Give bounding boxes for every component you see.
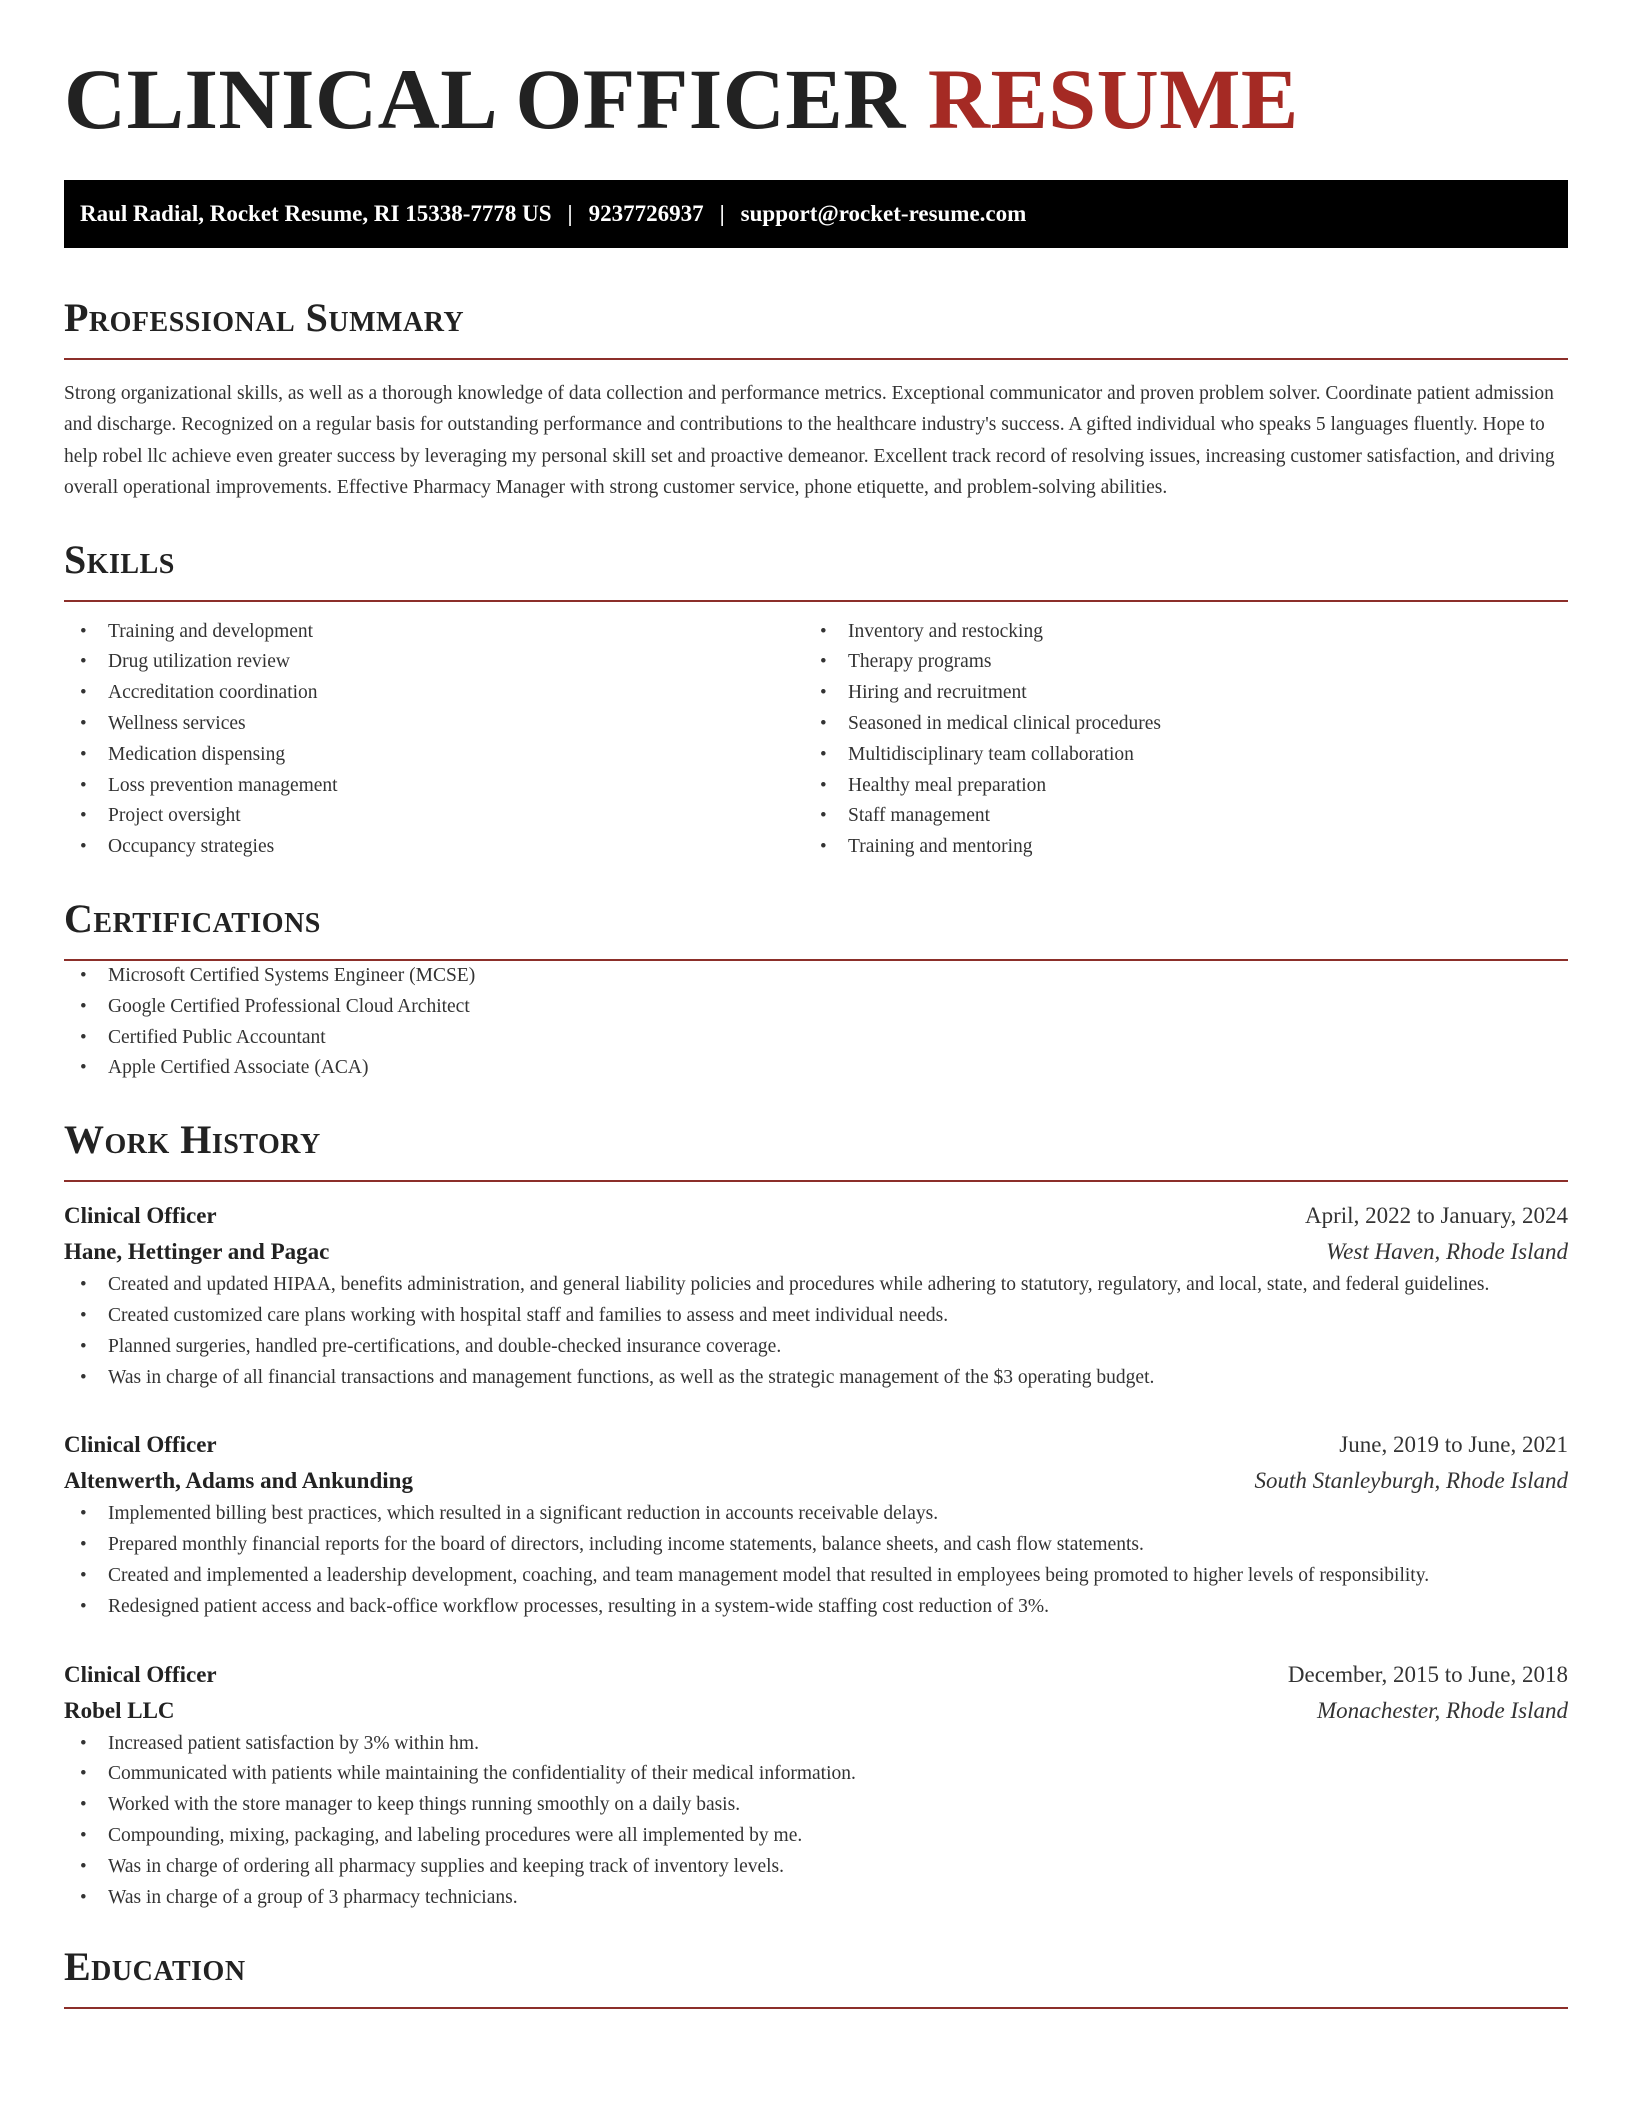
skill-item: • Occupancy strategies [64, 832, 804, 863]
skill-item: • Seasoned in medical clinical procedures [804, 709, 1544, 740]
job-bullet: • Prepared monthly financial reports for the board of directors, including income statements, balance sheets, and cash flow statements. [64, 1530, 1568, 1561]
work-history-heading: Work History [64, 1117, 321, 1163]
job-dates: June, 2019 to June, 2021 [1339, 1432, 1568, 1458]
skill-item: • Healthy meal preparation [804, 771, 1544, 802]
job-bullet: • Worked with the store manager to keep things running smoothly on a daily basis. [64, 1790, 1568, 1821]
resume-title [64, 0, 1568, 147]
skill-item: • Project oversight [64, 801, 804, 832]
skill-item: • Staff management [804, 801, 1544, 832]
job-bullet: • Communicated with patients while maintaining the confidentiality of their medical information. [64, 1759, 1568, 1790]
certification-item: • Certified Public Accountant [64, 1023, 1568, 1054]
job-dates: December, 2015 to June, 2018 [1287, 1661, 1568, 1687]
certification-item: • Google Certified Professional Cloud Architect [64, 992, 1568, 1023]
certification-item: • Microsoft Certified Systems Engineer (MCSE) [64, 961, 1568, 992]
job-role: Clinical Officer [64, 1432, 217, 1458]
job-company-row [64, 1234, 1568, 1270]
contact-separator: | [567, 201, 573, 226]
skill-item: • Multidisciplinary team collaboration [804, 740, 1544, 771]
skill-item: • Training and mentoring [804, 832, 1544, 863]
certifications-heading: Certifications [64, 896, 321, 941]
job-bullet: • Increased patient satisfaction by 3% within hm. [64, 1729, 1568, 1760]
job-entry [64, 1198, 1568, 1393]
job-bullet: • Created and implemented a leadership development, coaching, and team management model that resulted in employees being promoted to higher levels of responsibility. [64, 1561, 1568, 1592]
skill-item: • Therapy programs [804, 647, 1544, 678]
job-bullet: • Was in charge of all financial transactions and management functions, as well as the strategic management of the $3 operating budget. [64, 1363, 1568, 1394]
skill-item: • Training and development [64, 617, 804, 648]
skill-item: • Hiring and recruitment [804, 678, 1544, 709]
skills-list-left [64, 617, 804, 863]
skill-item: • Wellness services [64, 709, 804, 740]
skills-heading: Skills [64, 536, 175, 582]
summary-text: Strong organizational skills, as well as a thorough knowledge of data collection and performance metrics. Exceptional communicator and proven problem solver. Coordinate patient admission and discharge. Recognized on a regular basis for outstanding performance and contributions to the healthcare industry's success. A gifted individual who speaks 5 languages fluently. Hope to help robel llc achieve even greater success by leveraging my personal skill set and proactive demeanor. Excellent track record of resolving issues, increasing customer satisfaction, and driving overall operational improvements. Effective Pharmacy Manager with strong customer service, phone etiquette, and problem-solving abilities. [64, 383, 1555, 499]
job-bullet: • Created customized care plans working with hospital staff and families to assess and meet individual needs. [64, 1301, 1568, 1332]
job-header-row [64, 1427, 1568, 1463]
skill-item: • Drug utilization review [64, 647, 804, 678]
job-bullets [64, 1270, 1568, 1393]
contact-separator: | [719, 201, 725, 226]
section-divider [64, 358, 1568, 360]
job-bullets [64, 1729, 1568, 1914]
skill-item: • Accreditation coordination [64, 678, 804, 709]
job-bullet: • Implemented billing best practices, which resulted in a significant reduction in accounts receivable delays. [64, 1499, 1568, 1530]
job-dates: April, 2022 to January, 2024 [1305, 1203, 1568, 1229]
job-bullet: • Was in charge of ordering all pharmacy supplies and keeping track of inventory levels. [64, 1852, 1568, 1883]
section-divider [64, 2007, 1568, 2009]
job-bullet: • Was in charge of a group of 3 pharmacy technicians. [64, 1883, 1568, 1914]
certifications-list [64, 961, 1568, 1084]
contact-phone: 9237726937 [588, 201, 704, 226]
job-company-row [64, 1693, 1568, 1729]
section-divider [64, 600, 1568, 602]
job-role: Clinical Officer [64, 1203, 217, 1229]
certification-item: • Apple Certified Associate (ACA) [64, 1053, 1568, 1084]
job-company: Hane, Hettinger and Pagac [64, 1239, 330, 1265]
title-accent: RESUME [927, 51, 1299, 147]
skills-columns [64, 617, 1568, 863]
job-company-row [64, 1463, 1568, 1499]
job-location: Monachester, Rhode Island [1316, 1697, 1568, 1723]
job-location: South Stanleyburgh, Rhode Island [1254, 1468, 1568, 1494]
job-company: Altenwerth, Adams and Ankunding [64, 1468, 413, 1494]
job-header-row [64, 1198, 1568, 1234]
section-divider [64, 1180, 1568, 1182]
education-heading: Education [64, 1944, 246, 1990]
contact-email: support@rocket-resume.com [740, 201, 1027, 226]
job-bullet: • Redesigned patient access and back-office workflow processes, resulting in a system-wide staffing cost reduction of 3%. [64, 1592, 1568, 1623]
job-bullet: • Compounding, mixing, packaging, and labeling procedures were all implemented by me. [64, 1821, 1568, 1852]
contact-bar [64, 180, 1568, 248]
job-header-row [64, 1657, 1568, 1693]
job-entry [64, 1427, 1568, 1622]
skill-item: • Medication dispensing [64, 740, 804, 771]
job-company: Robel LLC [64, 1697, 175, 1723]
summary-heading: Professional Summary [64, 295, 465, 340]
job-location: West Haven, Rhode Island [1326, 1239, 1568, 1265]
job-entry [64, 1657, 1568, 1914]
title-main: CLINICAL OFFICER [64, 51, 906, 147]
skill-item: • Inventory and restocking [804, 617, 1544, 648]
job-bullet: • Planned surgeries, handled pre-certifications, and double-checked insurance coverage. [64, 1332, 1568, 1363]
skills-list-right [804, 617, 1544, 863]
contact-address: Raul Radial, Rocket Resume, RI 15338-7778 US [80, 201, 552, 226]
job-bullets [64, 1499, 1568, 1622]
skill-item: • Loss prevention management [64, 771, 804, 802]
job-role: Clinical Officer [64, 1661, 217, 1687]
job-bullet: • Created and updated HIPAA, benefits administration, and general liability policies and procedures while adhering to statutory, regulatory, and local, state, and federal guidelines. [64, 1270, 1568, 1301]
